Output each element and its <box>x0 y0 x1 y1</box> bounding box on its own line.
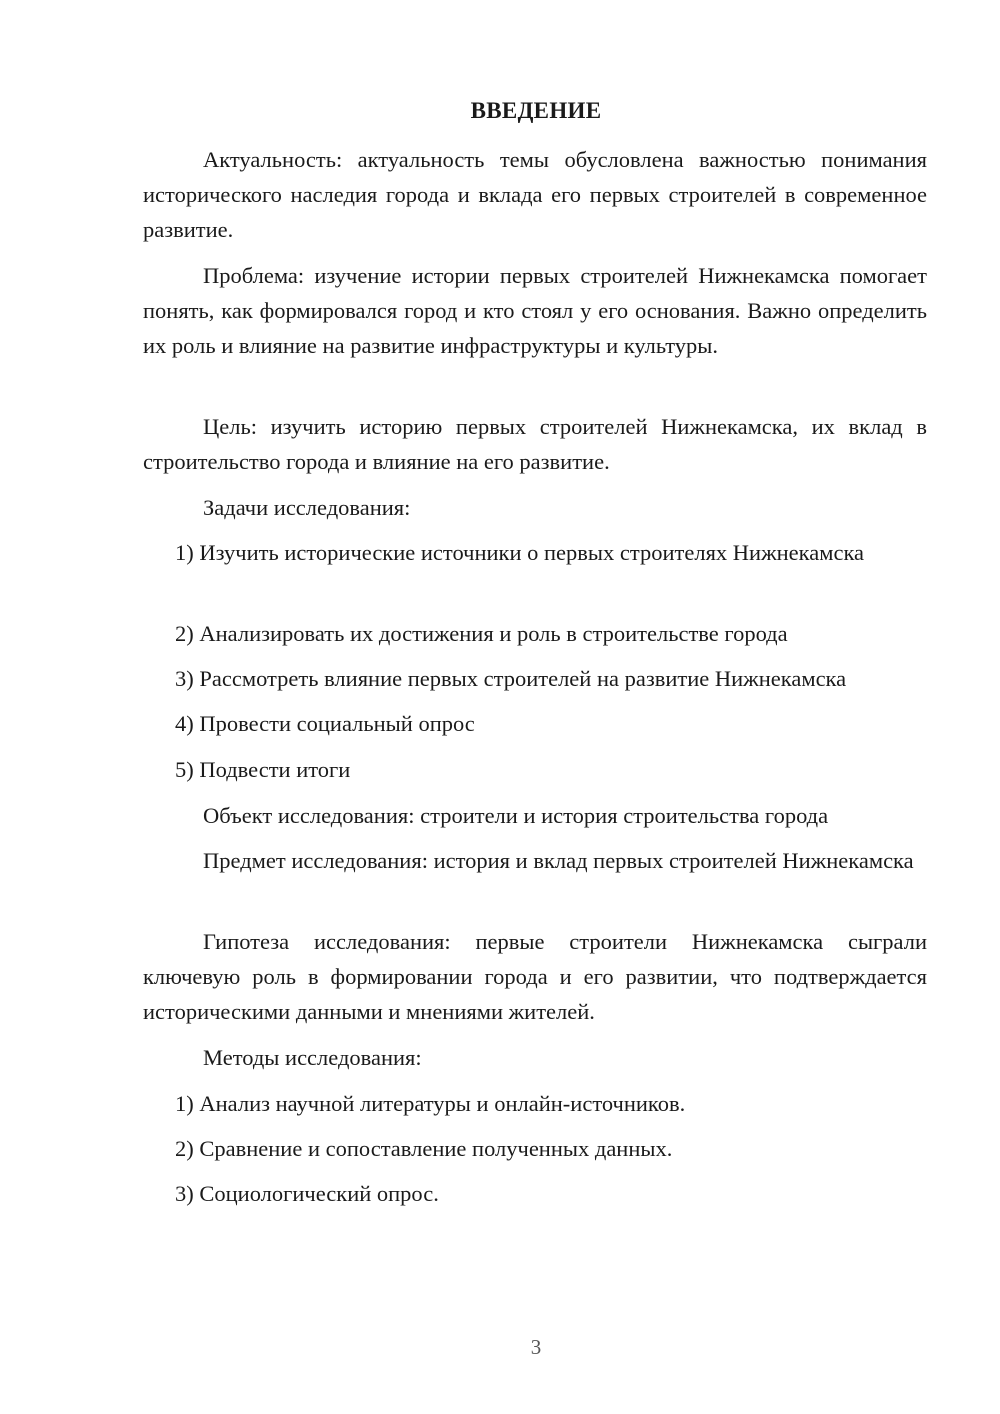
subject-paragraph: Предмет исследования: история и вклад первых строителей Нижнекамска <box>203 848 914 873</box>
page-number: 3 <box>530 1335 542 1359</box>
problem-paragraph: Проблема: изучение истории первых строителей Нижнекамска помогает понять, как формировался город и кто стоял у его основания. Важно определить их роль и влияние на развитие инфраструктуры и культуры. <box>143 263 927 358</box>
task-item-1: 1) Изучить исторические источники о первых строителях Нижнекамска <box>175 540 865 565</box>
task-item-5: 5) Подвести итоги <box>175 757 351 782</box>
task-item-2: 2) Анализировать их достижения и роль в строительстве города <box>175 621 788 646</box>
task-item-4: 4) Провести социальный опрос <box>175 711 475 736</box>
task-item-3: 3) Рассмотреть влияние первых строителей на развитие Нижнекамска <box>175 666 847 691</box>
method-item-3: 3) Социологический опрос. <box>175 1181 439 1206</box>
tasks-heading: Задачи исследования: <box>203 495 411 520</box>
methods-heading: Методы исследования: <box>203 1045 422 1070</box>
method-item-2: 2) Сравнение и сопоставление полученных данных. <box>175 1136 673 1161</box>
relevance-paragraph: Актуальность: актуальность темы обусловлена важностью понимания исторического наследия города и вклада его первых строителей в современное развитие. <box>143 147 927 242</box>
goal-paragraph: Цель: изучить историю первых строителей Нижнекамска, их вклад в строительство города и влияние на его развитие. <box>143 414 927 474</box>
hypothesis-paragraph: Гипотеза исследования: первые строители Нижнекамска сыграли ключевую роль в формировании города и его развитии, что подтверждается историческими данными и мнениями жителей. <box>143 929 927 1024</box>
section-title: ВВЕДЕНИЕ <box>470 98 602 123</box>
method-item-1: 1) Анализ научной литературы и онлайн-источников. <box>175 1091 686 1116</box>
object-paragraph: Объект исследования: строители и история строительства города <box>203 803 829 828</box>
